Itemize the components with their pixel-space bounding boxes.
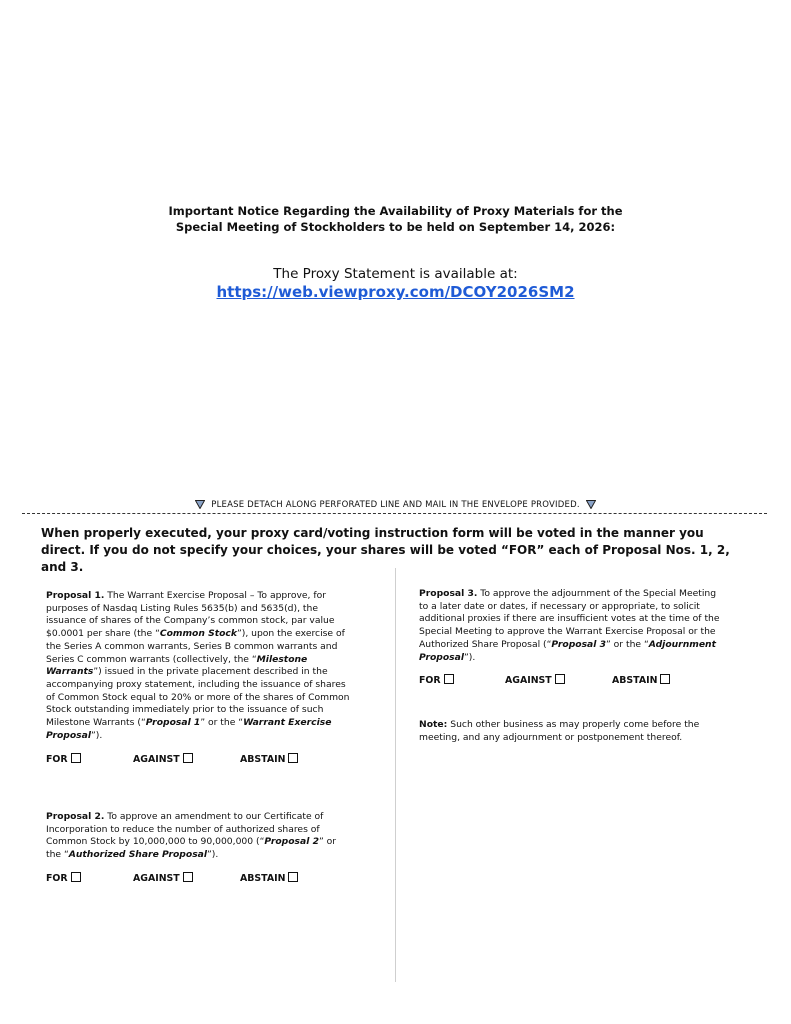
detach-instruction [0, 499, 791, 511]
defined-term: Adjournment Proposal [419, 638, 716, 663]
proposal-3-text: ” or the “ [606, 638, 649, 650]
perforated-line [22, 513, 767, 514]
triangle-down-icon [586, 500, 596, 509]
proposal-3-abstain-option[interactable] [612, 674, 670, 687]
proposal-2-against-option[interactable] [133, 872, 193, 885]
checkbox[interactable] [444, 674, 454, 684]
abstain-label: ABSTAIN [240, 873, 286, 884]
proposal-1-text: ” or the “ [200, 717, 244, 729]
note-label: Note: [419, 719, 448, 730]
note [419, 719, 727, 744]
against-label: AGAINST [133, 873, 180, 884]
notice-title [0, 203, 791, 235]
proposal-1-text: ”). [91, 729, 103, 741]
detach-text: PLEASE DETACH ALONG PERFORATED LINE AND MAIL IN THE ENVELOPE PROVIDED. [211, 500, 580, 510]
proposal-3-text: ”). [464, 651, 476, 663]
proposal-1-text: ”), upon the exercise of the Series A common warrants, Series B common warrants and Series C common warrants (collectively, the “ [46, 628, 345, 665]
proposal-3 [419, 588, 727, 664]
defined-term: Proposal 2 [264, 836, 319, 848]
checkbox[interactable] [183, 872, 193, 882]
column-divider [395, 568, 396, 982]
proposal-2-text: ” or the “ [46, 836, 337, 861]
notice-title-line-2: Special Meeting of Stockholders to be held on September 14, 2026: [175, 220, 616, 234]
proposal-3-against-option[interactable] [505, 674, 565, 687]
for-label: FOR [419, 675, 441, 686]
defined-term: Warrant Exercise Proposal [46, 717, 332, 741]
note-text: Such other business as may properly come before the meeting, and any adjournment or postponement thereof. [419, 719, 700, 743]
defined-term: Common Stock [159, 628, 237, 640]
proxy-statement-link[interactable]: https://web.viewproxy.com/DCOY2026SM2 [216, 283, 575, 301]
proposal-3-text: To approve the adjournment of the Special Meeting to a later date or dates, if necessary or appropriate, to solicit additional proxies if there are insufficient votes at the time of the Special Meeting to approve the Warrant Exercise Proposal or the Authorized Share Proposal (“ [419, 588, 720, 650]
proposal-2-for-option[interactable] [46, 872, 81, 885]
proposal-2-abstain-option[interactable] [240, 872, 298, 885]
proposal-2-label: Proposal 2. [46, 811, 105, 822]
proposal-2-text: To approve an amendment to our Certificate of Incorporation to reduce the number of authorized shares of Common Stock by 10,000,000 to 90,000,000 (“ [46, 811, 324, 848]
checkbox[interactable] [288, 872, 298, 882]
abstain-label: ABSTAIN [612, 675, 658, 686]
checkbox[interactable] [660, 674, 670, 684]
against-label: AGAINST [505, 675, 552, 686]
proposal-1-for-option[interactable] [46, 753, 81, 766]
proposal-2-text: ”). [207, 849, 219, 861]
proposal-3-for-option[interactable] [419, 674, 454, 687]
proposal-1-abstain-option[interactable] [240, 753, 298, 766]
proposal-2 [46, 811, 351, 862]
triangle-down-icon [195, 500, 205, 509]
checkbox[interactable] [288, 753, 298, 763]
proposal-1 [46, 590, 351, 742]
proposal-1-text: ”) issued in the private placement described in the accompanying proxy statement, including the issuance of shares of Common Stock equal to 20% or more of the shares of Common Stock outstanding immediately prior to the issuance of such Milestone Warrants (“ [46, 666, 350, 729]
execution-note: When properly executed, your proxy card/voting instruction form will be voted in the manner you direct. If you do not specify your choices, your shares will be voted “FOR” each of Proposal Nos. 1, 2, and 3. [41, 526, 730, 574]
defined-term: Proposal 1 [145, 717, 201, 729]
defined-term: Proposal 3 [551, 638, 606, 650]
for-label: FOR [46, 873, 68, 884]
checkbox[interactable] [71, 872, 81, 882]
proposal-1-label: Proposal 1. [46, 590, 105, 601]
proposal-1-text: The Warrant Exercise Proposal – To approve, for purposes of Nasdaq Listing Rules 5635(b) and 5635(d), the issuance of shares of the Company’s common stock, par value $0.0001 per share (the “ [46, 590, 335, 640]
proxy-availability-text: The Proxy Statement is available at: [273, 266, 518, 282]
notice-title-line-1: Important Notice Regarding the Availability of Proxy Materials for the [168, 204, 623, 218]
checkbox[interactable] [71, 753, 81, 763]
proposal-1-against-option[interactable] [133, 753, 193, 766]
abstain-label: ABSTAIN [240, 754, 286, 765]
checkbox[interactable] [183, 753, 193, 763]
for-label: FOR [46, 754, 68, 765]
against-label: AGAINST [133, 754, 180, 765]
checkbox[interactable] [555, 674, 565, 684]
defined-term: Milestone Warrants [46, 653, 308, 678]
proposal-3-label: Proposal 3. [419, 588, 478, 599]
defined-term: Authorized Share Proposal [68, 849, 208, 861]
